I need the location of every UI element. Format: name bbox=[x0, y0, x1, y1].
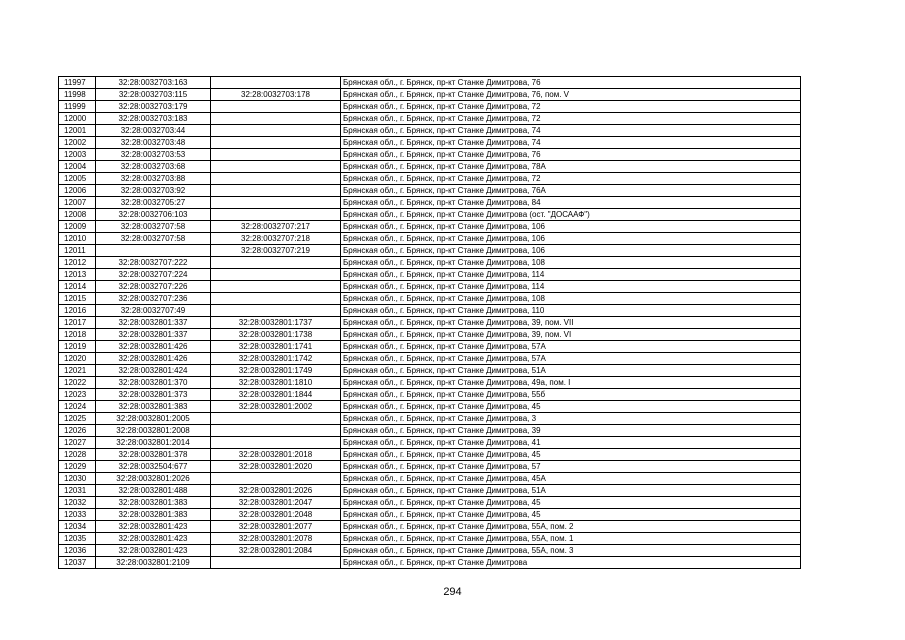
cadastral-number-cell: 32:28:0032504:677 bbox=[96, 461, 211, 473]
table-row bbox=[59, 173, 801, 185]
address-cell: Брянская обл., г. Брянск, пр-кт Станке Димитрова, 74 bbox=[341, 137, 801, 149]
child-cadastral-number-cell: 32:28:0032801:1844 bbox=[211, 389, 341, 401]
cadastral-number-cell: 32:28:0032801:488 bbox=[96, 485, 211, 497]
address-cell: Брянская обл., г. Брянск, пр-кт Станке Димитрова, 55А, пом. 3 bbox=[341, 545, 801, 557]
table-row bbox=[59, 461, 801, 473]
child-cadastral-number-cell: 32:28:0032801:1737 bbox=[211, 317, 341, 329]
child-cadastral-number-cell: 32:28:0032801:2084 bbox=[211, 545, 341, 557]
address-cell: Брянская обл., г. Брянск, пр-кт Станке Димитрова, 114 bbox=[341, 281, 801, 293]
address-cell: Брянская обл., г. Брянск, пр-кт Станке Димитрова, 76А bbox=[341, 185, 801, 197]
table-row bbox=[59, 269, 801, 281]
address-cell: Брянская обл., г. Брянск, пр-кт Станке Димитрова, 41 bbox=[341, 437, 801, 449]
cadastral-number-cell: 32:28:0032801:337 bbox=[96, 329, 211, 341]
row-number-cell: 12005 bbox=[59, 173, 96, 185]
table-row bbox=[59, 341, 801, 353]
row-number-cell: 12009 bbox=[59, 221, 96, 233]
table-row bbox=[59, 113, 801, 125]
child-cadastral-number-cell bbox=[211, 557, 341, 569]
cadastral-number-cell: 32:28:0032801:383 bbox=[96, 497, 211, 509]
child-cadastral-number-cell: 32:28:0032801:1738 bbox=[211, 329, 341, 341]
table-row bbox=[59, 185, 801, 197]
table-row bbox=[59, 257, 801, 269]
address-cell: Брянская обл., г. Брянск, пр-кт Станке Димитрова, 106 bbox=[341, 245, 801, 257]
row-number-cell: 12003 bbox=[59, 149, 96, 161]
cadastral-number-cell: 32:28:0032706:103 bbox=[96, 209, 211, 221]
cadastral-number-cell: 32:28:0032801:378 bbox=[96, 449, 211, 461]
row-number-cell: 12031 bbox=[59, 485, 96, 497]
address-cell: Брянская обл., г. Брянск, пр-кт Станке Димитрова, 72 bbox=[341, 101, 801, 113]
address-cell: Брянская обл., г. Брянск, пр-кт Станке Димитрова, 57А bbox=[341, 353, 801, 365]
cadastral-number-cell: 32:28:0032703:183 bbox=[96, 113, 211, 125]
child-cadastral-number-cell: 32:28:0032707:218 bbox=[211, 233, 341, 245]
address-cell: Брянская обл., г. Брянск, пр-кт Станке Димитрова, 76, пом. V bbox=[341, 89, 801, 101]
row-number-cell: 11998 bbox=[59, 89, 96, 101]
table-row bbox=[59, 545, 801, 557]
row-number-cell: 12014 bbox=[59, 281, 96, 293]
child-cadastral-number-cell: 32:28:0032801:2077 bbox=[211, 521, 341, 533]
cadastral-number-cell: 32:28:0032801:424 bbox=[96, 365, 211, 377]
table-row bbox=[59, 425, 801, 437]
table-row bbox=[59, 245, 801, 257]
row-number-cell: 12018 bbox=[59, 329, 96, 341]
row-number-cell: 12025 bbox=[59, 413, 96, 425]
child-cadastral-number-cell bbox=[211, 305, 341, 317]
table-row bbox=[59, 521, 801, 533]
cadastral-number-cell: 32:28:0032801:373 bbox=[96, 389, 211, 401]
table-row bbox=[59, 221, 801, 233]
row-number-cell: 12022 bbox=[59, 377, 96, 389]
table-row bbox=[59, 509, 801, 521]
child-cadastral-number-cell: 32:28:0032707:219 bbox=[211, 245, 341, 257]
child-cadastral-number-cell bbox=[211, 197, 341, 209]
child-cadastral-number-cell bbox=[211, 185, 341, 197]
address-cell: Брянская обл., г. Брянск, пр-кт Станке Димитрова, 45 bbox=[341, 497, 801, 509]
table-row bbox=[59, 557, 801, 569]
row-number-cell: 12006 bbox=[59, 185, 96, 197]
cadastral-number-cell: 32:28:0032801:423 bbox=[96, 545, 211, 557]
registry-table bbox=[58, 76, 801, 569]
table-row bbox=[59, 485, 801, 497]
table-row bbox=[59, 413, 801, 425]
address-cell: Брянская обл., г. Брянск, пр-кт Станке Димитрова, 55А, пом. 2 bbox=[341, 521, 801, 533]
cadastral-number-cell: 32:28:0032703:68 bbox=[96, 161, 211, 173]
cadastral-number-cell: 32:28:0032707:226 bbox=[96, 281, 211, 293]
table-row bbox=[59, 125, 801, 137]
address-cell: Брянская обл., г. Брянск, пр-кт Станке Димитрова, 55б bbox=[341, 389, 801, 401]
address-cell: Брянская обл., г. Брянск, пр-кт Станке Димитрова, 76 bbox=[341, 77, 801, 89]
row-number-cell: 11999 bbox=[59, 101, 96, 113]
row-number-cell: 12037 bbox=[59, 557, 96, 569]
row-number-cell: 12010 bbox=[59, 233, 96, 245]
table-row bbox=[59, 197, 801, 209]
row-number-cell: 12024 bbox=[59, 401, 96, 413]
cadastral-number-cell: 32:28:0032801:423 bbox=[96, 521, 211, 533]
cadastral-number-cell: 32:28:0032707:224 bbox=[96, 269, 211, 281]
row-number-cell: 12026 bbox=[59, 425, 96, 437]
cadastral-number-cell: 32:28:0032801:2109 bbox=[96, 557, 211, 569]
row-number-cell: 12021 bbox=[59, 365, 96, 377]
address-cell: Брянская обл., г. Брянск, пр-кт Станке Димитрова, 49а, пом. I bbox=[341, 377, 801, 389]
cadastral-number-cell: 32:28:0032707:58 bbox=[96, 221, 211, 233]
cadastral-number-cell: 32:28:0032707:222 bbox=[96, 257, 211, 269]
child-cadastral-number-cell bbox=[211, 281, 341, 293]
cadastral-number-cell: 32:28:0032703:179 bbox=[96, 101, 211, 113]
child-cadastral-number-cell bbox=[211, 425, 341, 437]
address-cell: Брянская обл., г. Брянск, пр-кт Станке Димитрова, 39, пом. VI bbox=[341, 329, 801, 341]
table-row bbox=[59, 233, 801, 245]
address-cell: Брянская обл., г. Брянск, пр-кт Станке Димитрова bbox=[341, 557, 801, 569]
cadastral-number-cell: 32:28:0032703:88 bbox=[96, 173, 211, 185]
address-cell: Брянская обл., г. Брянск, пр-кт Станке Димитрова, 76 bbox=[341, 149, 801, 161]
child-cadastral-number-cell: 32:28:0032801:2047 bbox=[211, 497, 341, 509]
cadastral-number-cell: 32:28:0032703:163 bbox=[96, 77, 211, 89]
address-cell: Брянская обл., г. Брянск, пр-кт Станке Димитрова, 108 bbox=[341, 293, 801, 305]
address-cell: Брянская обл., г. Брянск, пр-кт Станке Димитрова, 72 bbox=[341, 113, 801, 125]
cadastral-number-cell: 32:28:0032703:92 bbox=[96, 185, 211, 197]
child-cadastral-number-cell: 32:28:0032801:1810 bbox=[211, 377, 341, 389]
table-row bbox=[59, 161, 801, 173]
row-number-cell: 12001 bbox=[59, 125, 96, 137]
address-cell: Брянская обл., г. Брянск, пр-кт Станке Димитрова, 84 bbox=[341, 197, 801, 209]
table-row bbox=[59, 305, 801, 317]
child-cadastral-number-cell: 32:28:0032801:2026 bbox=[211, 485, 341, 497]
row-number-cell: 11997 bbox=[59, 77, 96, 89]
table-row bbox=[59, 137, 801, 149]
address-cell: Брянская обл., г. Брянск, пр-кт Станке Димитрова, 39, пом. VII bbox=[341, 317, 801, 329]
row-number-cell: 12034 bbox=[59, 521, 96, 533]
child-cadastral-number-cell bbox=[211, 437, 341, 449]
row-number-cell: 12015 bbox=[59, 293, 96, 305]
cadastral-number-cell: 32:28:0032703:115 bbox=[96, 89, 211, 101]
child-cadastral-number-cell: 32:28:0032801:1742 bbox=[211, 353, 341, 365]
cadastral-number-cell: 32:28:0032703:44 bbox=[96, 125, 211, 137]
child-cadastral-number-cell: 32:28:0032801:2002 bbox=[211, 401, 341, 413]
table-row bbox=[59, 437, 801, 449]
address-cell: Брянская обл., г. Брянск, пр-кт Станке Димитрова, 78А bbox=[341, 161, 801, 173]
table-row bbox=[59, 329, 801, 341]
address-cell: Брянская обл., г. Брянск, пр-кт Станке Димитрова, 55А, пом. 1 bbox=[341, 533, 801, 545]
row-number-cell: 12023 bbox=[59, 389, 96, 401]
child-cadastral-number-cell bbox=[211, 137, 341, 149]
table-row bbox=[59, 401, 801, 413]
address-cell: Брянская обл., г. Брянск, пр-кт Станке Димитрова, 114 bbox=[341, 269, 801, 281]
registry-table-body bbox=[59, 77, 801, 569]
address-cell: Брянская обл., г. Брянск, пр-кт Станке Димитрова, 45 bbox=[341, 401, 801, 413]
row-number-cell: 12028 bbox=[59, 449, 96, 461]
child-cadastral-number-cell: 32:28:0032801:2020 bbox=[211, 461, 341, 473]
row-number-cell: 12000 bbox=[59, 113, 96, 125]
table-row bbox=[59, 89, 801, 101]
table-row bbox=[59, 449, 801, 461]
child-cadastral-number-cell: 32:28:0032703:178 bbox=[211, 89, 341, 101]
row-number-cell: 12036 bbox=[59, 545, 96, 557]
cadastral-number-cell: 32:28:0032801:2008 bbox=[96, 425, 211, 437]
cadastral-number-cell: 32:28:0032801:426 bbox=[96, 353, 211, 365]
row-number-cell: 12033 bbox=[59, 509, 96, 521]
cadastral-number-cell: 32:28:0032707:58 bbox=[96, 233, 211, 245]
table-row bbox=[59, 473, 801, 485]
child-cadastral-number-cell bbox=[211, 173, 341, 185]
table-row bbox=[59, 101, 801, 113]
address-cell: Брянская обл., г. Брянск, пр-кт Станке Димитрова (ост. "ДОСААФ") bbox=[341, 209, 801, 221]
child-cadastral-number-cell: 32:28:0032707:217 bbox=[211, 221, 341, 233]
row-number-cell: 12032 bbox=[59, 497, 96, 509]
address-cell: Брянская обл., г. Брянск, пр-кт Станке Димитрова, 106 bbox=[341, 221, 801, 233]
child-cadastral-number-cell: 32:28:0032801:2018 bbox=[211, 449, 341, 461]
address-cell: Брянская обл., г. Брянск, пр-кт Станке Димитрова, 110 bbox=[341, 305, 801, 317]
child-cadastral-number-cell bbox=[211, 101, 341, 113]
address-cell: Брянская обл., г. Брянск, пр-кт Станке Димитрова, 45 bbox=[341, 509, 801, 521]
address-cell: Брянская обл., г. Брянск, пр-кт Станке Димитрова, 57 bbox=[341, 461, 801, 473]
page-number: 294 bbox=[443, 586, 462, 598]
table-row bbox=[59, 497, 801, 509]
table-row bbox=[59, 149, 801, 161]
child-cadastral-number-cell: 32:28:0032801:2048 bbox=[211, 509, 341, 521]
child-cadastral-number-cell bbox=[211, 473, 341, 485]
table-row bbox=[59, 77, 801, 89]
row-number-cell: 12019 bbox=[59, 341, 96, 353]
row-number-cell: 12030 bbox=[59, 473, 96, 485]
child-cadastral-number-cell bbox=[211, 161, 341, 173]
cadastral-number-cell: 32:28:0032707:49 bbox=[96, 305, 211, 317]
child-cadastral-number-cell bbox=[211, 209, 341, 221]
row-number-cell: 12017 bbox=[59, 317, 96, 329]
address-cell: Брянская обл., г. Брянск, пр-кт Станке Димитрова, 45А bbox=[341, 473, 801, 485]
row-number-cell: 12002 bbox=[59, 137, 96, 149]
cadastral-number-cell: 32:28:0032801:2005 bbox=[96, 413, 211, 425]
table-row bbox=[59, 293, 801, 305]
cadastral-number-cell: 32:28:0032801:2014 bbox=[96, 437, 211, 449]
row-number-cell: 12013 bbox=[59, 269, 96, 281]
child-cadastral-number-cell bbox=[211, 77, 341, 89]
address-cell: Брянская обл., г. Брянск, пр-кт Станке Димитрова, 45 bbox=[341, 449, 801, 461]
child-cadastral-number-cell bbox=[211, 257, 341, 269]
table-row bbox=[59, 365, 801, 377]
address-cell: Брянская обл., г. Брянск, пр-кт Станке Димитрова, 74 bbox=[341, 125, 801, 137]
row-number-cell: 12004 bbox=[59, 161, 96, 173]
child-cadastral-number-cell bbox=[211, 149, 341, 161]
row-number-cell: 12008 bbox=[59, 209, 96, 221]
cadastral-number-cell: 32:28:0032801:2026 bbox=[96, 473, 211, 485]
table-row bbox=[59, 389, 801, 401]
table-row bbox=[59, 209, 801, 221]
address-cell: Брянская обл., г. Брянск, пр-кт Станке Димитрова, 51А bbox=[341, 365, 801, 377]
table-row bbox=[59, 533, 801, 545]
child-cadastral-number-cell bbox=[211, 293, 341, 305]
cadastral-number-cell: 32:28:0032703:48 bbox=[96, 137, 211, 149]
row-number-cell: 12020 bbox=[59, 353, 96, 365]
address-cell: Брянская обл., г. Брянск, пр-кт Станке Димитрова, 39 bbox=[341, 425, 801, 437]
child-cadastral-number-cell bbox=[211, 125, 341, 137]
cadastral-number-cell: 32:28:0032801:370 bbox=[96, 377, 211, 389]
child-cadastral-number-cell: 32:28:0032801:1749 bbox=[211, 365, 341, 377]
cadastral-number-cell: 32:28:0032707:236 bbox=[96, 293, 211, 305]
table-row bbox=[59, 317, 801, 329]
row-number-cell: 12012 bbox=[59, 257, 96, 269]
child-cadastral-number-cell bbox=[211, 269, 341, 281]
cadastral-number-cell: 32:28:0032705:27 bbox=[96, 197, 211, 209]
cadastral-number-cell: 32:28:0032801:337 bbox=[96, 317, 211, 329]
cadastral-number-cell: 32:28:0032703:53 bbox=[96, 149, 211, 161]
cadastral-number-cell bbox=[96, 245, 211, 257]
row-number-cell: 12016 bbox=[59, 305, 96, 317]
address-cell: Брянская обл., г. Брянск, пр-кт Станке Димитрова, 3 bbox=[341, 413, 801, 425]
child-cadastral-number-cell bbox=[211, 113, 341, 125]
address-cell: Брянская обл., г. Брянск, пр-кт Станке Димитрова, 72 bbox=[341, 173, 801, 185]
row-number-cell: 12029 bbox=[59, 461, 96, 473]
row-number-cell: 12011 bbox=[59, 245, 96, 257]
cadastral-number-cell: 32:28:0032801:383 bbox=[96, 509, 211, 521]
address-cell: Брянская обл., г. Брянск, пр-кт Станке Димитрова, 51А bbox=[341, 485, 801, 497]
table-row bbox=[59, 353, 801, 365]
child-cadastral-number-cell: 32:28:0032801:2078 bbox=[211, 533, 341, 545]
cadastral-number-cell: 32:28:0032801:423 bbox=[96, 533, 211, 545]
child-cadastral-number-cell bbox=[211, 413, 341, 425]
address-cell: Брянская обл., г. Брянск, пр-кт Станке Димитрова, 108 bbox=[341, 257, 801, 269]
table-row bbox=[59, 377, 801, 389]
cadastral-number-cell: 32:28:0032801:383 bbox=[96, 401, 211, 413]
address-cell: Брянская обл., г. Брянск, пр-кт Станке Димитрова, 106 bbox=[341, 233, 801, 245]
row-number-cell: 12007 bbox=[59, 197, 96, 209]
row-number-cell: 12035 bbox=[59, 533, 96, 545]
child-cadastral-number-cell: 32:28:0032801:1741 bbox=[211, 341, 341, 353]
address-cell: Брянская обл., г. Брянск, пр-кт Станке Димитрова, 57А bbox=[341, 341, 801, 353]
table-row bbox=[59, 281, 801, 293]
row-number-cell: 12027 bbox=[59, 437, 96, 449]
cadastral-number-cell: 32:28:0032801:426 bbox=[96, 341, 211, 353]
